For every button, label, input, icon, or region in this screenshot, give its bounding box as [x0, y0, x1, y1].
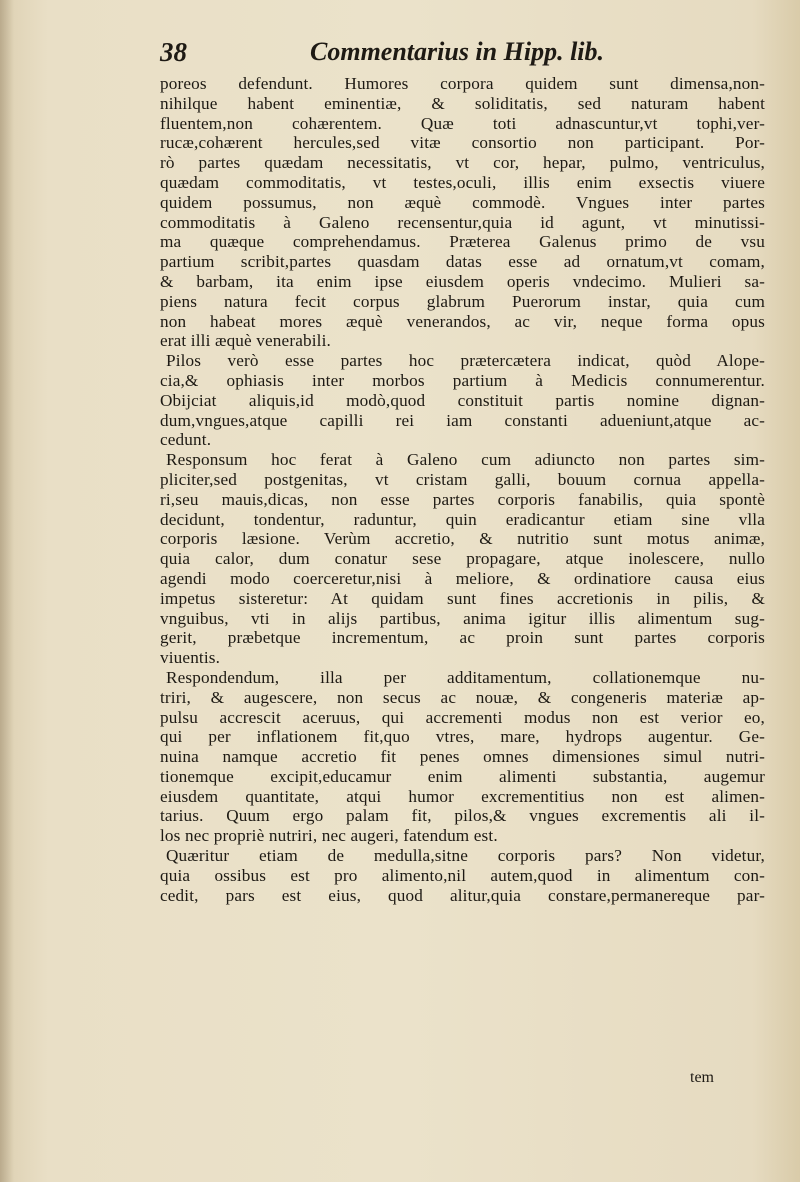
text-line: corporis læsione. Verùm accretio, & nutritio sunt motus animæ, — [160, 529, 765, 549]
text-line: Quæritur etiam de medulla,sitne corporis pars? Non videtur, — [166, 846, 765, 866]
text-line: Pilos verò esse partes hoc prætercætera indicat, quòd Alope- — [166, 351, 765, 371]
text-line: nihilque habent eminentiæ, & soliditatis, sed naturam habent — [160, 93, 765, 113]
text-line: viuentis. — [160, 648, 221, 668]
text-line: Responsum hoc ferat à Galeno cum adiuncto non partes sim- — [166, 450, 765, 470]
text-line: gerit, præbetque incrementum, ac proin sunt partes corporis — [160, 628, 765, 648]
text-line: fluentem,non cohærentem. Quæ toti adnascuntur,vt tophi,ver- — [160, 113, 765, 133]
text-line: cia,& ophiasis inter morbos partium à Medicis connumerentur. — [160, 370, 765, 390]
text-line: los nec propriè nutriri, nec augeri, fatendum est. — [160, 826, 498, 846]
text-line: & barbam, ita enim ipse eiusdem operis vndecimo. Mulieri sa- — [160, 271, 765, 291]
spine-shadow — [0, 0, 14, 1182]
text-line: vnguibus, vti in alijs partibus, anima igitur illis alimentum sug- — [160, 608, 765, 628]
text-line: ma quæque comprehendamus. Præterea Galenus primo de vsu — [160, 232, 765, 252]
text-line: quædam commoditatis, vt testes,oculi, illis enim exsectis viuere — [160, 172, 765, 192]
running-head: Commentarius in Hipp. lib. — [310, 37, 605, 66]
text-line: dum,vngues,atque capilli rei iam constanti adueniunt,atque ac- — [160, 410, 765, 430]
text-line: quia calor, dum conatur sese propagare, atque inolescere, nullo — [160, 549, 765, 569]
text-line: tionemque excipit,educamur enim alimenti substantia, augemur — [160, 766, 765, 786]
catchword: tem — [690, 1069, 714, 1086]
text-line: non habeat mores æquè venerandos, ac vir, neque forma opus — [160, 311, 765, 331]
body-text — [160, 74, 765, 905]
text-line: cedit, pars est eius, quod alitur,quia constare,permanereque par- — [160, 885, 765, 905]
text-line: decidunt, tondentur, raduntur, quin eradicantur etiam sine vlla — [160, 509, 765, 529]
text-line: commoditatis à Galeno recensentur,quia id agunt, vt minutissi- — [160, 212, 765, 232]
text-line: rucæ,cohærent hercules,sed vitæ consortio non participant. Por- — [160, 133, 765, 153]
text-line: quia ossibus est pro alimento,nil autem,quod in alimentum con- — [160, 865, 765, 885]
text-line: piens natura fecit corpus glabrum Puerorum instar, quia cum — [160, 291, 765, 311]
text-line: pulsu accrescit aceruus, qui accrementi modus non est verior eo, — [160, 707, 765, 727]
text-line: cedunt. — [160, 430, 212, 450]
page-header — [160, 34, 760, 70]
text-line: Obijciat aliquis,id modò,quod constituit partis nomine dignan- — [160, 390, 765, 410]
text-line: erat illi æquè venerabili. — [160, 331, 331, 351]
text-line: poreos defendunt. Humores corpora quidem sunt dimensa,non- — [160, 74, 765, 93]
text-line: Respondendum, illa per additamentum, collationemque nu- — [166, 667, 765, 687]
text-line: nuina namque accretio fit penes omnes dimensiones simul nutri- — [160, 747, 765, 767]
text-line: eiusdem quantitate, atqui humor excrementitius non est alimen- — [160, 786, 765, 806]
text-line: pliciter,sed postgenitas, vt cristam galli, bouum cornua appella- — [160, 469, 765, 489]
text-line: qui per inflationem fit,quo vtres, mare, hydrops augentur. Ge- — [160, 727, 765, 747]
text-line: quidem possumus, non æquè commodè. Vngues inter partes — [160, 192, 765, 212]
text-line: partium scribit,partes quasdam datas esse ad ornatum,vt comam, — [160, 252, 765, 272]
text-line: triri, & augescere, non secus ac nouæ, & congeneris materiæ ap- — [160, 687, 765, 707]
text-line: impetus sisteretur: At quidam sunt fines accretionis in pilis, & — [160, 588, 765, 608]
text-line: agendi modo coerceretur,nisi à meliore, & ordinatiore causa eius — [160, 568, 765, 588]
text-line: tarius. Quum ergo palam fit, pilos,& vngues excrementis ali il- — [160, 806, 765, 826]
text-line: rò partes quædam necessitatis, vt cor, hepar, pulmo, ventriculus, — [160, 153, 765, 173]
page-number: 38 — [160, 37, 187, 67]
text-line: ri,seu mauis,dicas, non esse partes corporis fanabilis, quia spontè — [160, 489, 765, 509]
